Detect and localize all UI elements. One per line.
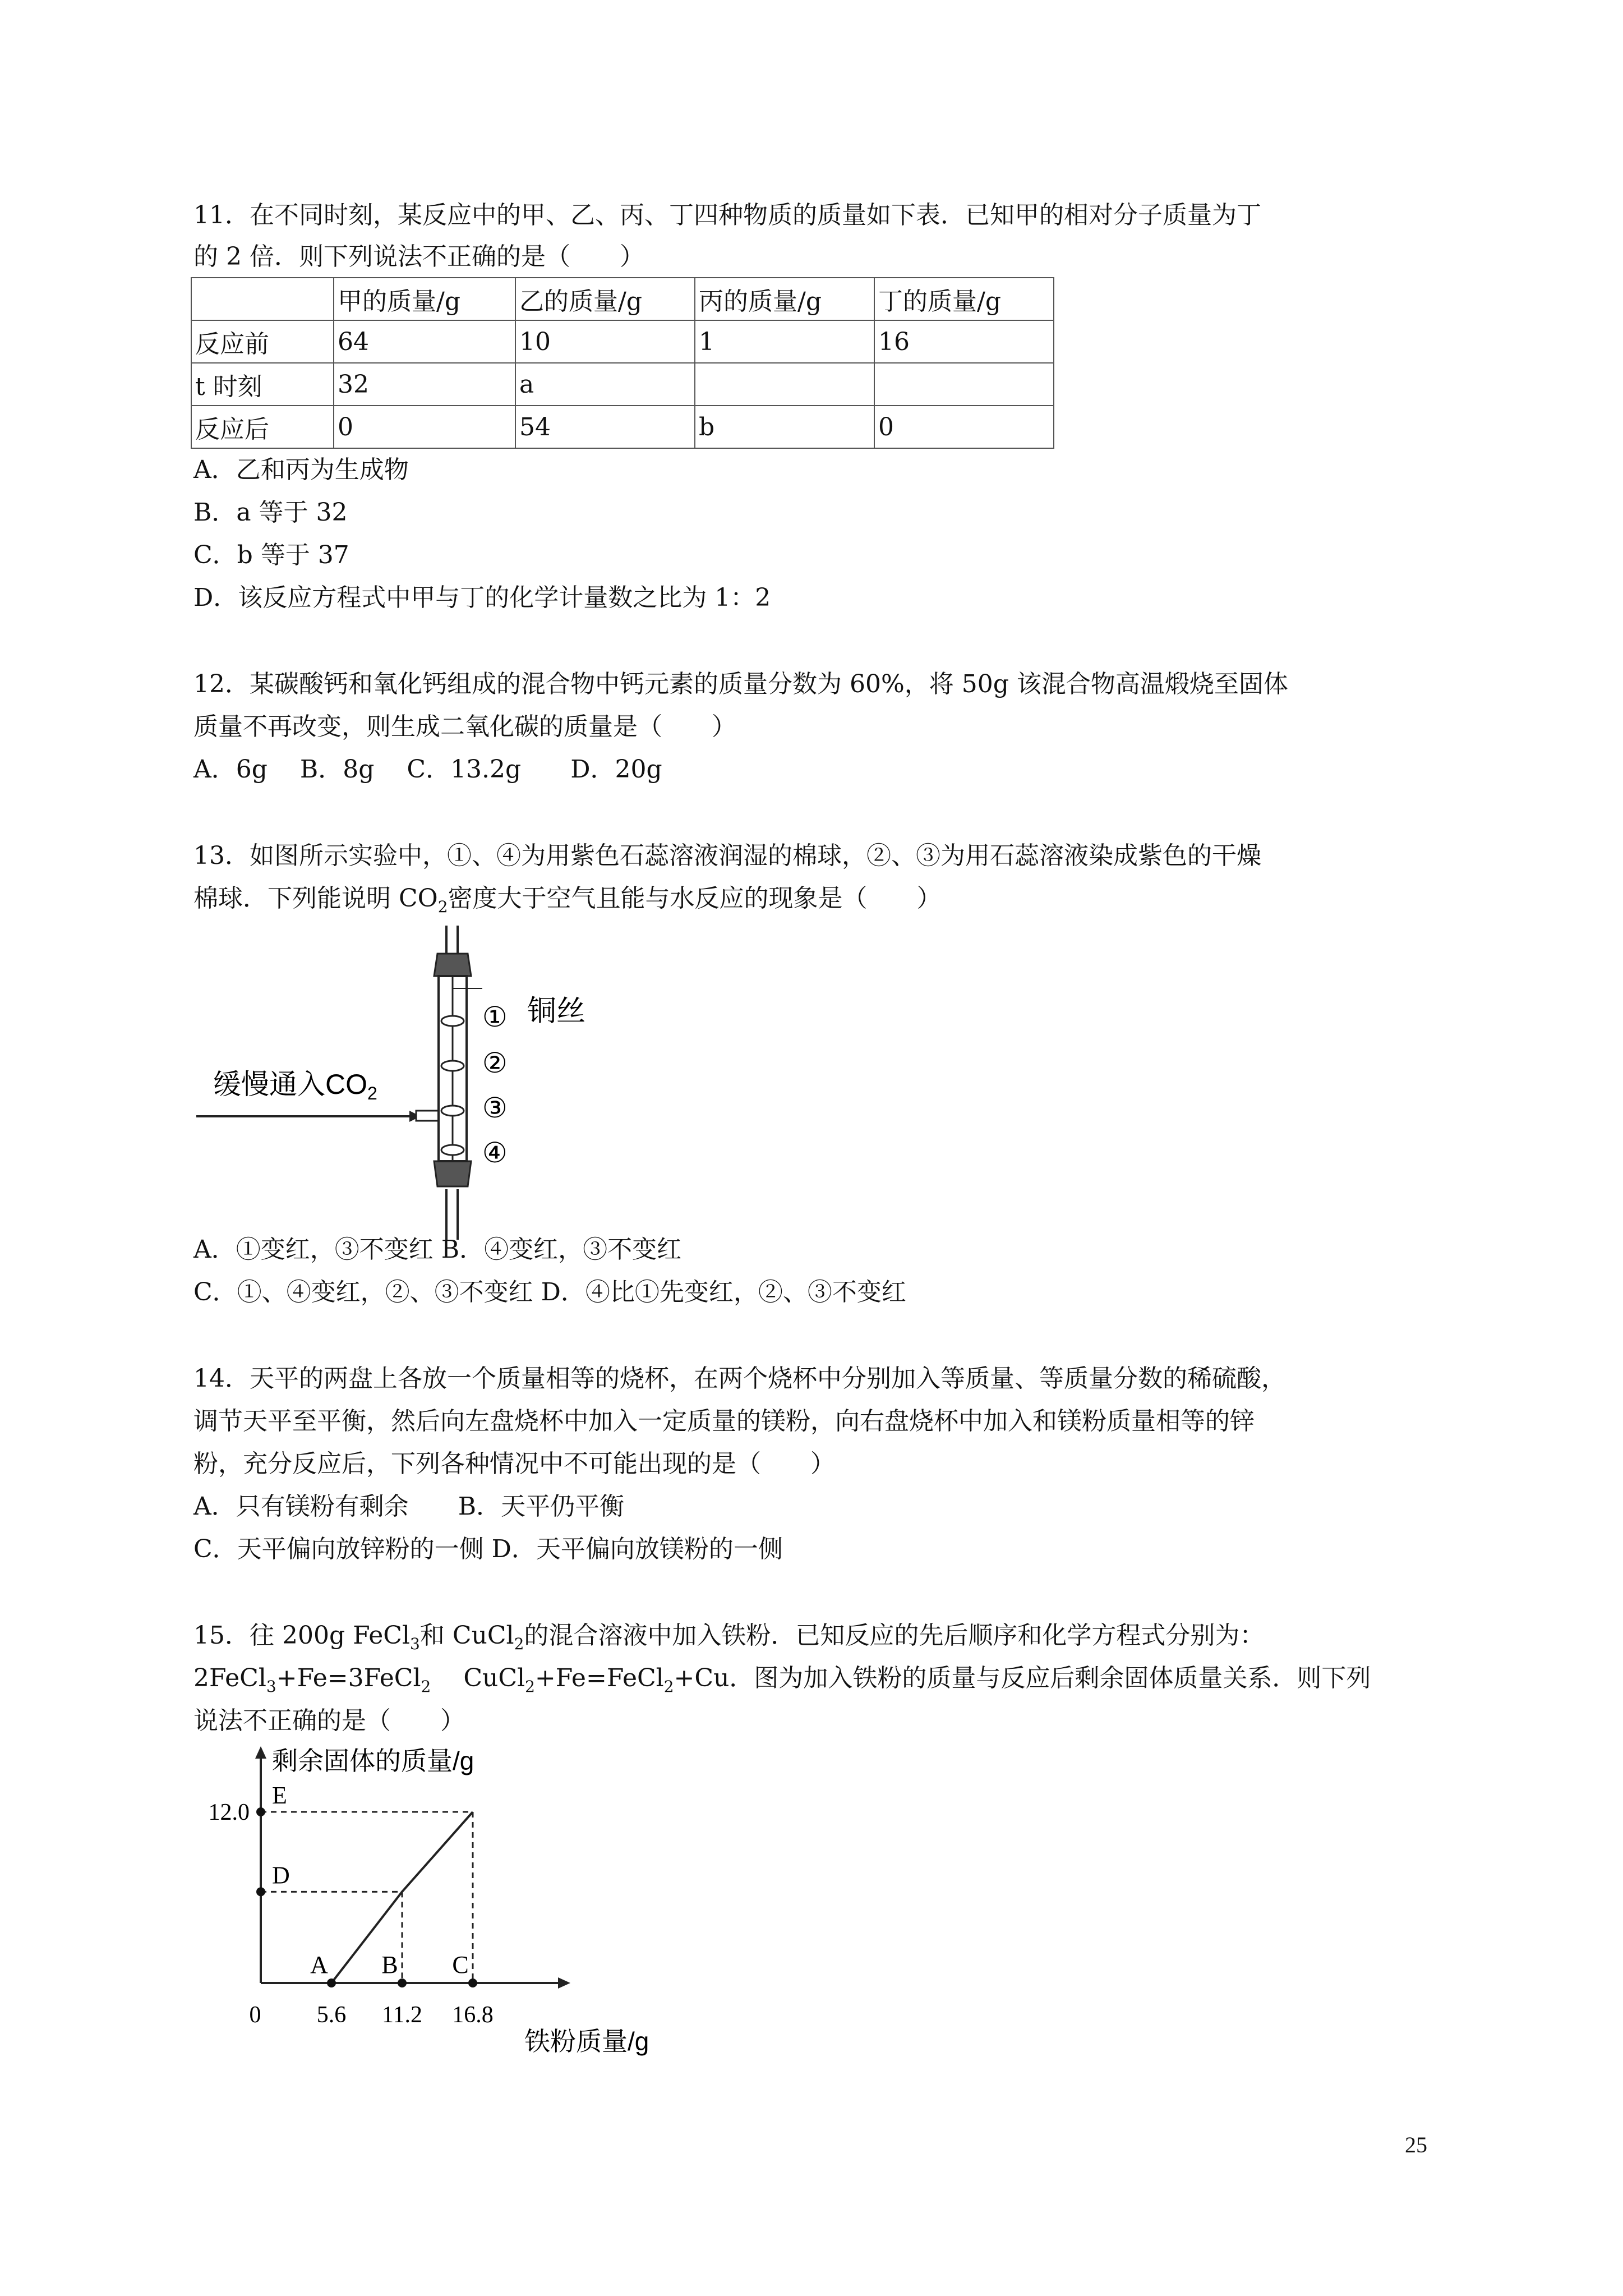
q12-stem-line2: 质量不再改变，则生成二氧化碳的质量是（ ） [193, 712, 736, 741]
table-cell: 乙的质量/g [515, 278, 695, 320]
point-label-e: E [272, 1782, 287, 1809]
subscript: 3 [410, 1634, 420, 1653]
cotton-ball-4 [441, 1145, 464, 1155]
co2-subscript: 2 [437, 897, 448, 916]
origin-label: 0 [249, 2002, 261, 2028]
x-tick-dot [398, 1978, 407, 1987]
q11-option-d: D．该反应方程式中甲与丁的化学计量数之比为 1：2 [193, 583, 771, 612]
table-cell [874, 363, 1054, 406]
table-cell: 54 [515, 406, 695, 448]
table-cell: 丙的质量/g [695, 278, 874, 320]
cotton-ball-2 [441, 1061, 464, 1071]
table-cell [695, 363, 874, 406]
q15-stem-line2 [193, 1662, 1371, 1704]
x-tick-dot [468, 1978, 477, 1987]
top-stopper [434, 954, 471, 976]
cotton-ball-1 [441, 1016, 464, 1026]
x-tick-label: 16.8 [452, 2002, 494, 2028]
subscript: 2 [421, 1677, 431, 1696]
q11-option-b: B．a 等于 32 [193, 498, 348, 527]
x-tick-label: 11.2 [382, 2002, 422, 2028]
subscript: 2 [514, 1634, 524, 1653]
table-cell: b [695, 406, 874, 448]
bottom-stopper [434, 1161, 471, 1186]
q14-options-line1: A．只有镁粉有剩余 B．天平仍平衡 [193, 1492, 625, 1521]
table-cell: 0 [334, 406, 515, 448]
table-header-row [191, 278, 1054, 320]
q15-text: 15．往 200g FeCl [193, 1621, 411, 1650]
q15-stem-line3: 说法不正确的是（ ） [193, 1706, 465, 1735]
q15-text: +Fe=FeCl [534, 1664, 664, 1692]
iron-powder-chart [179, 1745, 684, 2070]
q15-stem-line1 [193, 1619, 1264, 1661]
table-row [191, 406, 1054, 448]
table-cell: t 时刻 [191, 363, 334, 406]
q15-text: 的混合溶液中加入铁粉．已知反应的先后顺序和化学方程式分别为： [524, 1621, 1265, 1650]
table-row [191, 320, 1054, 363]
table-cell: 64 [334, 320, 515, 363]
q11-option-a: A．乙和丙为生成物 [193, 455, 409, 484]
point-label-d: D [272, 1861, 290, 1889]
ball-label-3: ③ [482, 1092, 508, 1124]
table-cell: 丁的质量/g [874, 278, 1054, 320]
q11-option-c: C．b 等于 37 [193, 541, 349, 569]
ball-label-4: ④ [482, 1137, 508, 1169]
y-point-dot [256, 1807, 265, 1816]
table-cell: 1 [695, 320, 874, 363]
side-inlet-tube [416, 1111, 439, 1121]
q11-stem-line1: 11．在不同时刻，某反应中的甲、乙、丙、丁四种物质的质量如下表．已知甲的相对分子质量为丁 [193, 201, 1261, 229]
page-number: 25 [1405, 2132, 1427, 2157]
q14-stem-line1: 14．天平的两盘上各放一个质量相等的烧杯，在两个烧杯中分别加入等质量、等质量分数的稀硫酸， [193, 1364, 1286, 1393]
q13-options-line1: A．①变红，③不变红 B．④变红，③不变红 [193, 1235, 682, 1264]
table-cell [191, 278, 334, 320]
q15-text: 和 CuCl [419, 1621, 514, 1650]
x-tick-label: 5.6 [316, 2002, 347, 2028]
table-cell: 10 [515, 320, 695, 363]
inlet-label: 缓慢通入$CO_2$ [213, 1069, 377, 1103]
q13-stem-line1: 13．如图所示实验中，①、④为用紫色石蕊溶液润湿的棉球，②、③为用石蕊溶液染成紫色的干燥 [193, 841, 1261, 870]
q13-stem-line2 [193, 882, 942, 924]
q14-options-line2: C．天平偏向放锌粉的一侧 D．天平偏向放镁粉的一侧 [193, 1535, 783, 1563]
q15-text: +Cu．图为加入铁粉的质量与反应后剩余固体质量关系．则下列 [674, 1664, 1371, 1692]
y-point-dot [256, 1887, 265, 1896]
ball-label-1: ① [482, 1001, 508, 1033]
x-tick-dot [327, 1978, 336, 1987]
point-label-a: A [310, 1951, 328, 1978]
wire-label: 铜丝 [527, 995, 586, 1028]
q13-line2-pre: 棉球．下列能说明 CO [193, 884, 438, 913]
table-cell: a [515, 363, 695, 406]
co2-apparatus-figure [191, 926, 617, 1240]
table-row [191, 363, 1054, 406]
q15-text: +Fe=3FeCl [276, 1664, 421, 1692]
y-axis-arrow [255, 1746, 266, 1759]
table-cell: 反应前 [191, 320, 334, 363]
subscript: 3 [266, 1677, 276, 1696]
q15-text: 2FeCl [193, 1664, 266, 1692]
y-tick-label: 12.0 [208, 1800, 250, 1825]
q11-stem-line2: 的 2 倍．则下列说法不正确的是（ ） [193, 242, 644, 271]
q11-table [191, 277, 1054, 449]
cotton-ball-3 [441, 1106, 464, 1116]
x-axis-label: 铁粉质量/g [524, 2027, 649, 2056]
subscript: 2 [663, 1677, 674, 1696]
point-label-c: C [452, 1951, 469, 1978]
q13-line2-post: 密度大于空气且能与水反应的现象是（ ） [448, 884, 942, 913]
q14-stem-line2: 调节天平至平衡，然后向左盘烧杯中加入一定质量的镁粉，向右盘烧杯中加入和镁粉质量相等的锌 [193, 1407, 1255, 1435]
q15-text: CuCl [431, 1664, 525, 1692]
y-axis-label: 剩余固体的质量/g [272, 1746, 474, 1775]
chart-layer [209, 1746, 649, 2056]
ball-label-2: ② [482, 1047, 508, 1079]
point-label-b: B [381, 1951, 398, 1978]
q14-stem-line3: 粉，充分反应后，下列各种情况中不可能出现的是（ ） [193, 1450, 835, 1478]
table-cell: 0 [874, 406, 1054, 448]
table-cell: 16 [874, 320, 1054, 363]
q13-options-line2: C．①、④变红，②、③不变红 D．④比①先变红，②、③不变红 [193, 1278, 906, 1306]
q12-stem-line1: 12．某碳酸钙和氧化钙组成的混合物中钙元素的质量分数为 60%，将 50g 该混合物高温煅烧至固体 [193, 670, 1288, 698]
q12-options: A．6g B．8g C．13.2g D．20g [193, 755, 662, 784]
x-axis-arrow [558, 1977, 570, 1989]
table-cell: 反应后 [191, 406, 334, 448]
subscript: 2 [525, 1677, 535, 1696]
table-cell: 32 [334, 363, 515, 406]
table-cell: 甲的质量/g [334, 278, 515, 320]
